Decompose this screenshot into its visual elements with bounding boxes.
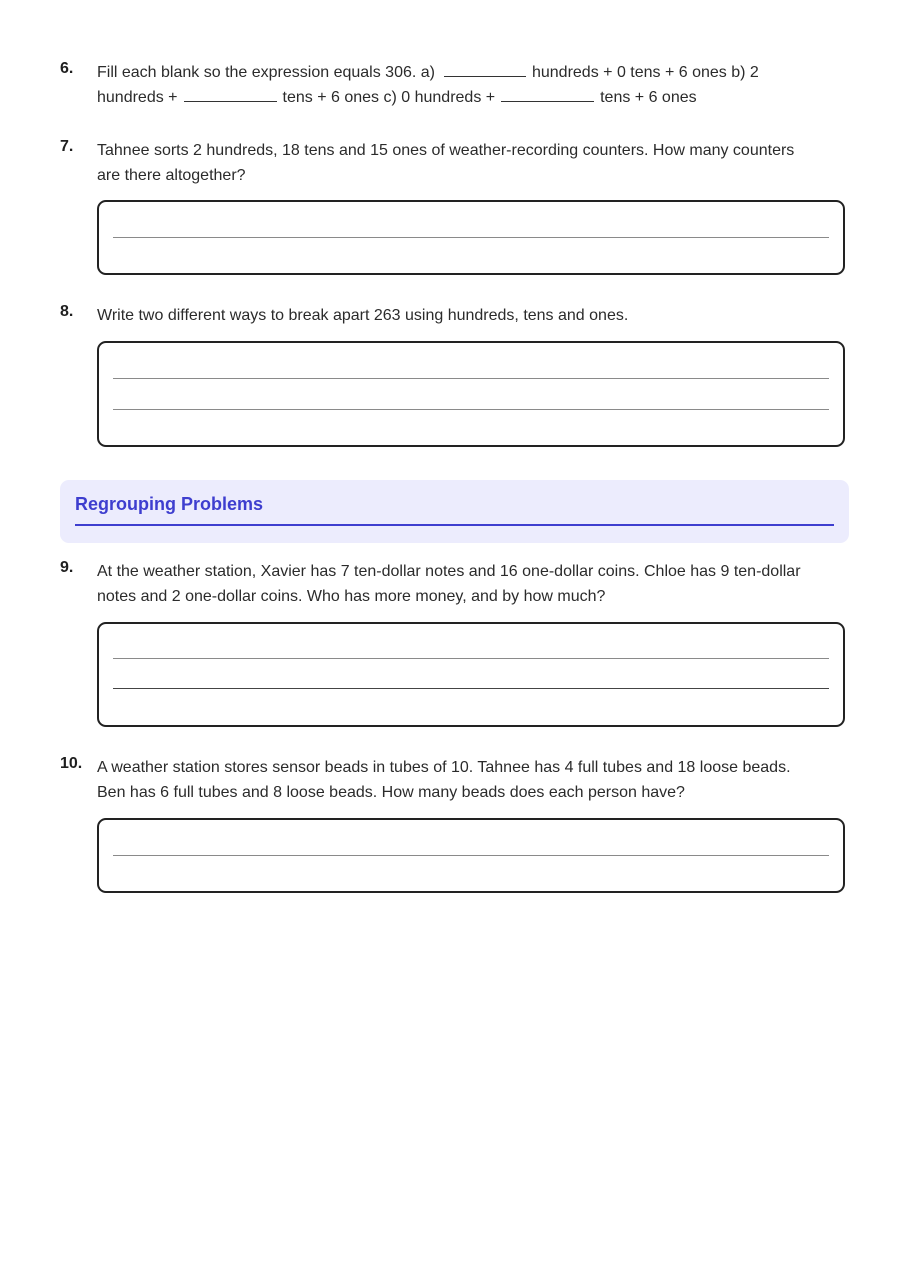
- answer-blank-c[interactable]: [501, 85, 594, 102]
- question-text-part: Fill each blank so the expression equals 306. a): [97, 64, 435, 81]
- answer-line: [113, 855, 829, 856]
- question-number: 9.: [60, 559, 74, 576]
- answer-line: [113, 409, 829, 410]
- question-text-part: hundreds +: [97, 89, 178, 106]
- section-title: Regrouping Problems: [75, 494, 264, 514]
- question-number: 8.: [60, 303, 74, 320]
- answer-box[interactable]: [97, 341, 845, 447]
- answer-box[interactable]: [97, 818, 845, 893]
- question-number: 10.: [60, 755, 83, 772]
- section-underline: [75, 524, 834, 526]
- question-9: [60, 559, 850, 609]
- question-8: [60, 303, 850, 328]
- question-text-part: tens + 6 ones: [600, 89, 697, 106]
- question-text: Write two different ways to break apart 263 using hundreds, tens and ones.: [97, 307, 629, 324]
- question-text: [97, 60, 850, 110]
- question-text: A weather station stores sensor beads in tubes of 10. Tahnee has 4 full tubes and 18 loose beads. Ben has 6 full tubes and 8 loose beads. How many beads does each person have?: [97, 759, 791, 801]
- question-7: [60, 138, 850, 188]
- question-text: Tahnee sorts 2 hundreds, 18 tens and 15 ones of weather-recording counters. How many counters are there altogether?: [97, 142, 795, 184]
- question-number: 7.: [60, 138, 74, 155]
- answer-line: [113, 378, 829, 379]
- question-text-part: hundreds + 0 tens + 6 ones b) 2: [531, 64, 759, 81]
- section-header: [60, 480, 849, 543]
- answer-blank-b[interactable]: [184, 85, 277, 102]
- answer-blank-a[interactable]: [444, 60, 526, 77]
- answer-line: [113, 658, 829, 659]
- answer-box[interactable]: [97, 200, 845, 275]
- answer-box[interactable]: [97, 622, 845, 727]
- question-number: 6.: [60, 60, 74, 77]
- answer-line: [113, 237, 829, 238]
- answer-line: [113, 688, 829, 689]
- question-text-part: tens + 6 ones c) 0 hundreds +: [282, 89, 496, 106]
- question-6: [60, 60, 850, 110]
- question-10: [60, 755, 850, 805]
- question-text: At the weather station, Xavier has 7 ten-dollar notes and 16 one-dollar coins. Chloe has 9 ten-dollar notes and 2 one-dollar coins. Who has more money, and by how much?: [97, 563, 801, 605]
